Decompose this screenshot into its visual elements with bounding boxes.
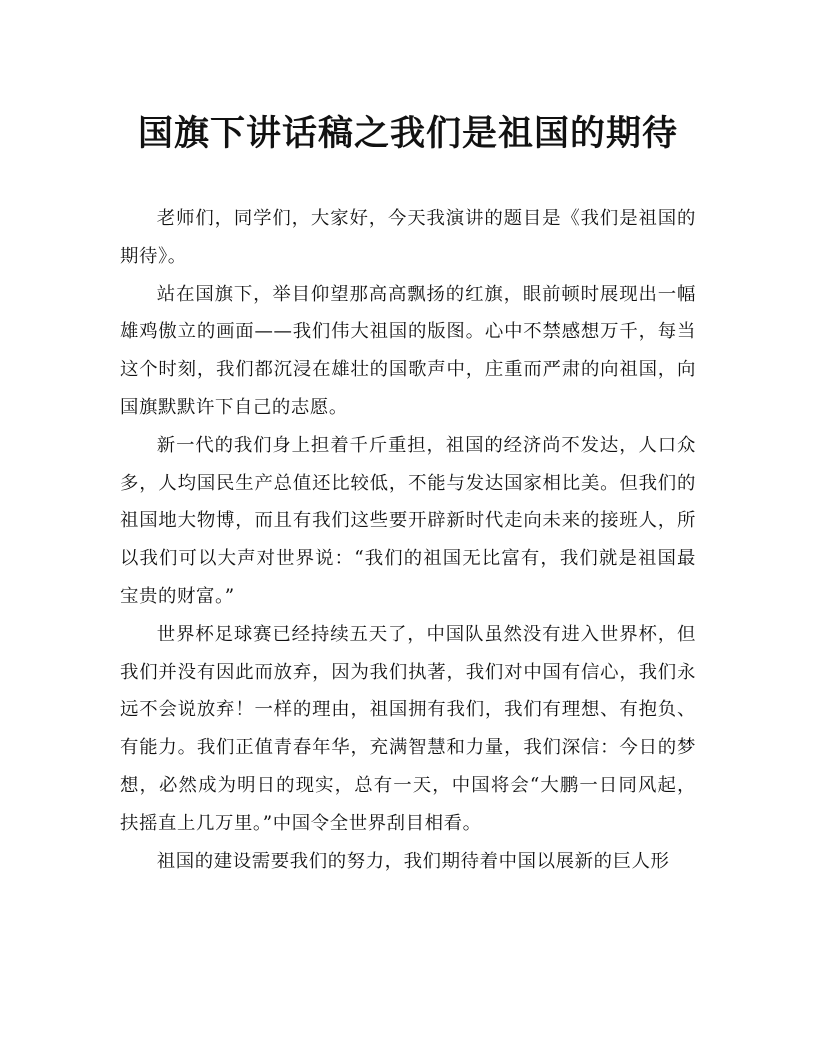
paragraph: 新一代的我们身上担着千斤重担，祖国的经济尚不发达，人口众多，人均国民生产总值还比较低，不能与发达国家相比美。但我们的祖国地大物博，而且有我们这些要开辟新时代走向未来的接班人，所以我们可以大声对世界说：“我们的祖国无比富有，我们就是祖国最宝贵的财富。” (120, 434, 696, 607)
paragraph: 老师们，同学们，大家好，今天我演讲的题目是《我们是祖国的期待》。 (120, 208, 696, 267)
paragraph: 祖国的建设需要我们的努力，我们期待着中国以展新的巨人形 (156, 850, 670, 872)
paragraph: 站在国旗下，举目仰望那高高飘扬的红旗，眼前顿时展现出一幅雄鸡傲立的画面——我们伟大祖国的版图。心中不禁感想万千，每当这个时刻，我们都沉浸在雄壮的国歌声中，庄重而严肃的向祖国，向国旗默默许下自己的志愿。 (120, 283, 696, 418)
document-body (120, 200, 696, 880)
document-title: 国旗下讲话稿之我们是祖国的期待 (137, 113, 678, 154)
paragraph: 世界杯足球赛已经持续五天了，中国队虽然没有进入世界杯，但我们并没有因此而放弃，因为我们执著，我们对中国有信心，我们永远不会说放弃！一样的理由，祖国拥有我们，我们有理想、有抱负、有能力。我们正值青春年华，充满智慧和力量，我们深信：今日的梦想，必然成为明日的现实，总有一天，中国将会“大鹏一日同风起，扶摇直上几万里。”中国令全世界刮目相看。 (120, 623, 696, 834)
